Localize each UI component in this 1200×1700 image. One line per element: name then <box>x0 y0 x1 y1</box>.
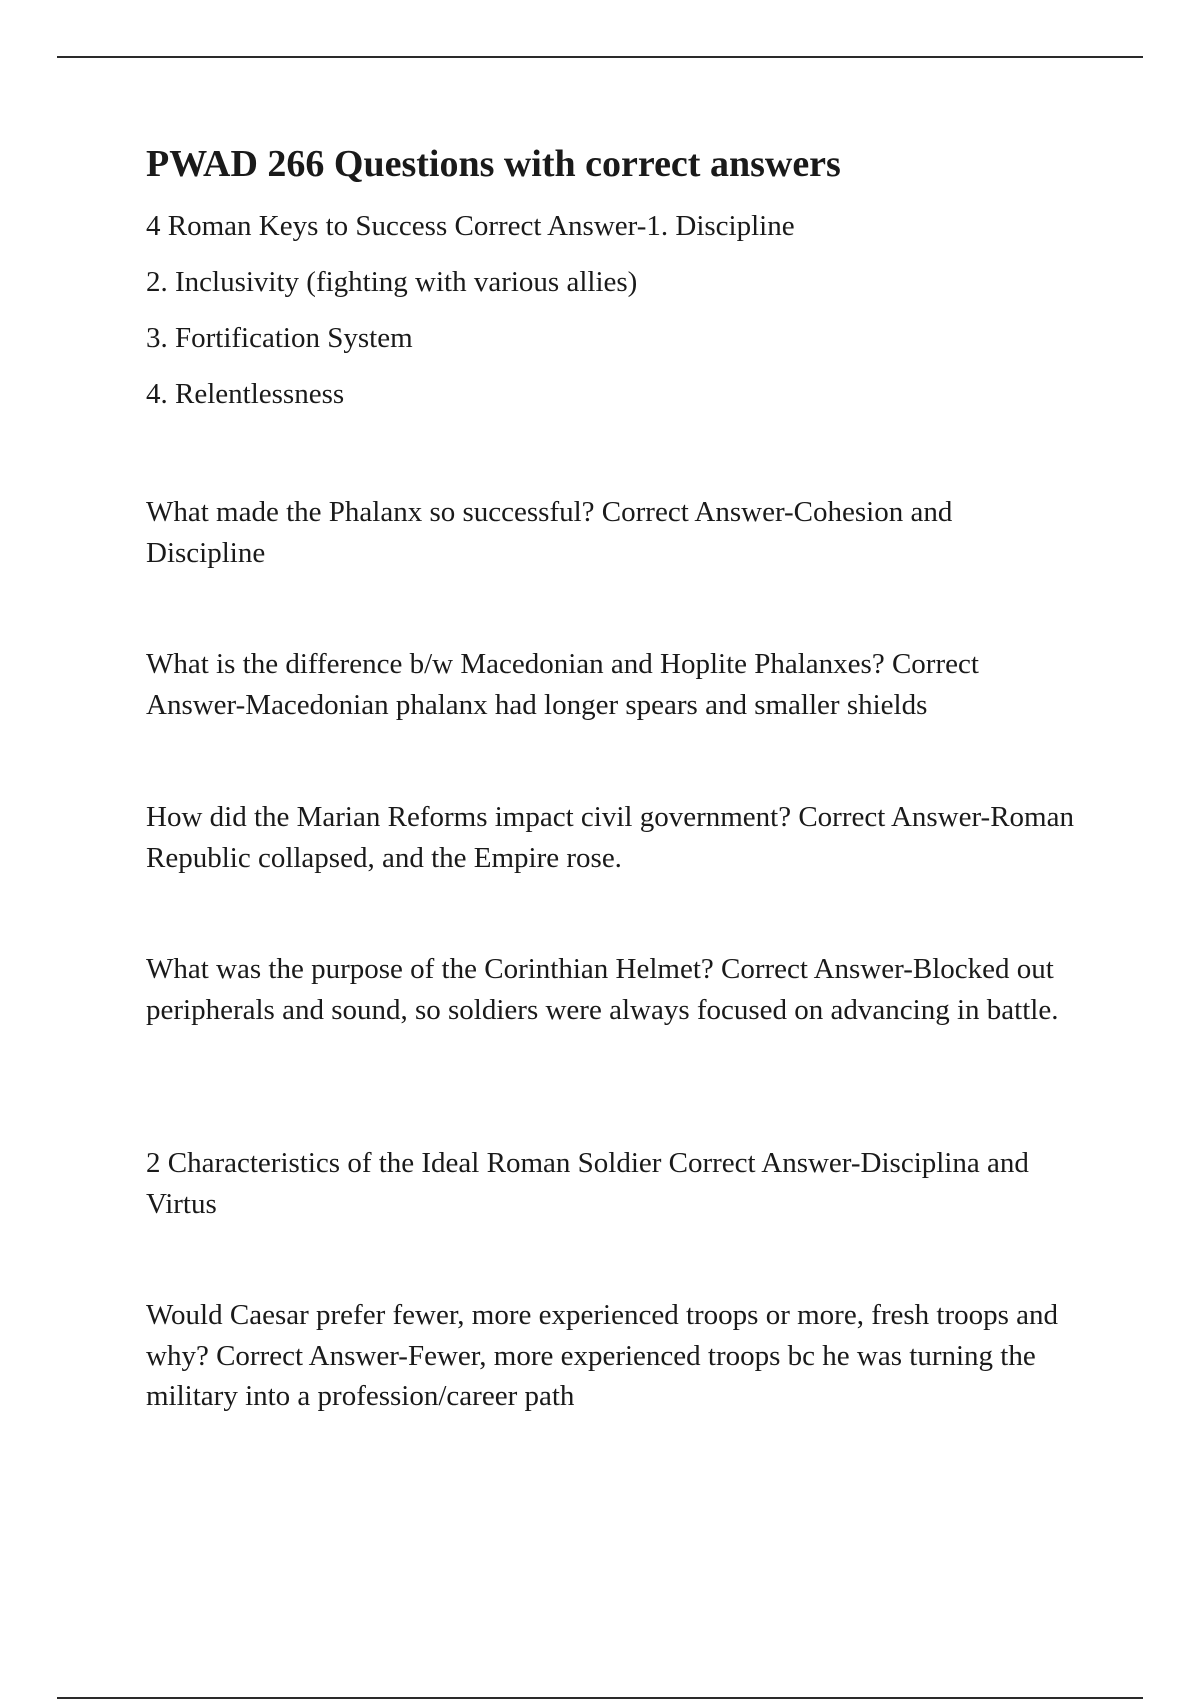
qa-line: 3. Fortification System <box>146 321 413 354</box>
qa-item: Would Caesar prefer fewer, more experienced troops or more, fresh troops and why? Correct Answer-Fewer, more experienced troops bc he was turning the military into a profession/career path <box>146 1299 1059 1412</box>
qa-item: What made the Phalanx so successful? Correct Answer-Cohesion and Discipline <box>146 496 953 569</box>
document-title: PWAD 266 Questions with correct answers <box>146 143 841 185</box>
qa-item: 2 Characteristics of the Ideal Roman Soldier Correct Answer-Disciplina and Virtus <box>146 1147 1029 1220</box>
qa-line: 4 Roman Keys to Success Correct Answer-1. Discipline <box>146 209 795 242</box>
bottom-divider <box>57 1697 1143 1699</box>
qa-item-roman-keys <box>146 206 1096 414</box>
qa-item: What is the difference b/w Macedonian and Hoplite Phalanxes? Correct Answer-Macedonian phalanx had longer spears and smaller shields <box>146 648 979 721</box>
qa-item: What was the purpose of the Corinthian Helmet? Correct Answer-Blocked out peripherals and sound, so soldiers were always focused on advancing in battle. <box>146 953 1059 1026</box>
qa-line: 4. Relentlessness <box>146 377 345 410</box>
qa-item: How did the Marian Reforms impact civil government? Correct Answer-Roman Republic collapsed, and the Empire rose. <box>146 801 1074 874</box>
top-divider <box>57 56 1143 58</box>
qa-line: 2. Inclusivity (fighting with various allies) <box>146 265 638 298</box>
document-body <box>146 142 1096 1412</box>
